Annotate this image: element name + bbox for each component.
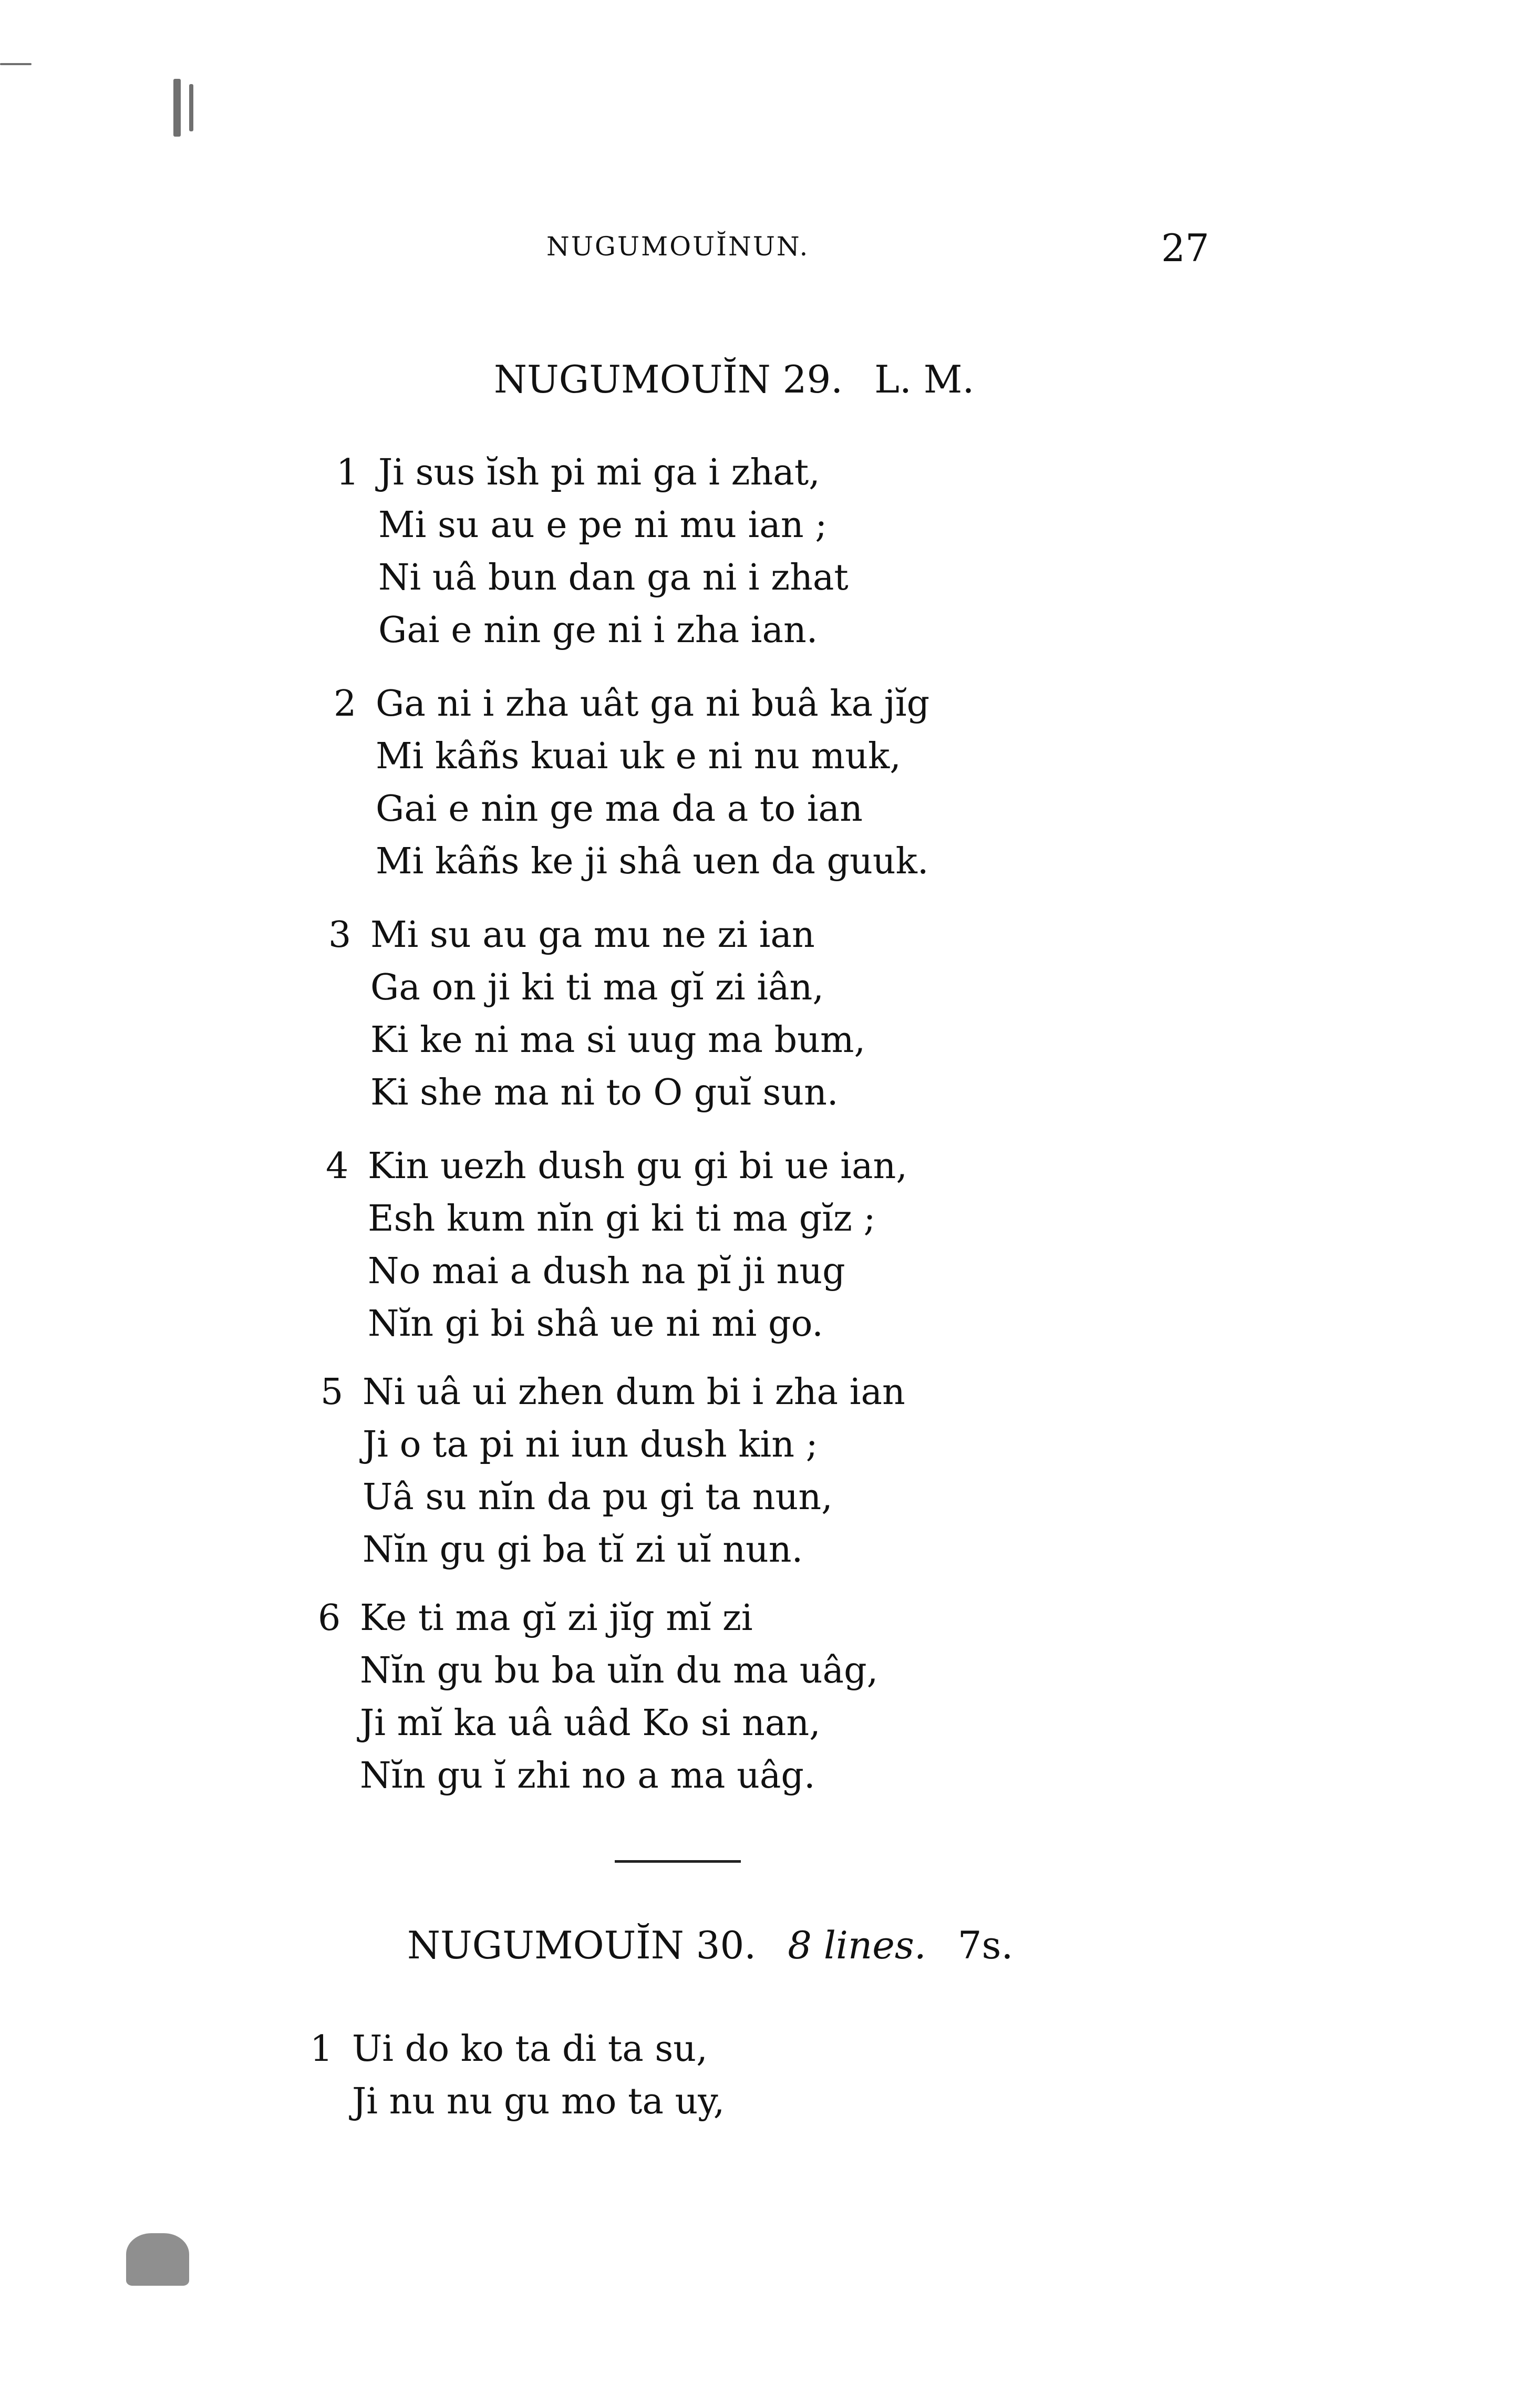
verse-line [368, 1298, 907, 1350]
hymn-29-stanza-1 [336, 447, 849, 657]
scan-mark [189, 84, 193, 131]
verse-line [376, 730, 929, 783]
verse-text: Ga ni i zha uât ga ni buâ ka jĭg [376, 683, 930, 725]
scan-mark [0, 63, 32, 65]
stanza-number: 1 [336, 452, 359, 493]
stanza-number: 3 [328, 914, 352, 956]
verse-text: Kin uezh dush gu gi bi ue ian, [368, 1145, 907, 1187]
verse-line [363, 1419, 905, 1471]
verse-line [370, 1014, 865, 1067]
page-number: 27 [1161, 226, 1210, 270]
verse-text: Ji nu nu gu mo ta uy, [352, 2081, 725, 2122]
verse-line [376, 835, 929, 888]
verse-line [368, 1193, 907, 1245]
hymn-29-stanza-5 [321, 1366, 905, 1576]
verse-line [378, 499, 849, 552]
hymn-29-meter: L. M. [874, 357, 975, 401]
verse-line [336, 447, 849, 499]
stanza-number: 4 [326, 1145, 349, 1187]
verse-line [370, 962, 865, 1014]
verse-text: Nĭn gu ĭ zhi no a ma uâg. [360, 1755, 815, 1797]
verse-text: Ji sus ĭsh pi mi ga i zhat, [378, 452, 820, 493]
scan-mark [126, 2233, 189, 2286]
hymn-29-stanza-4 [326, 1140, 907, 1350]
stanza-number: 2 [334, 683, 357, 725]
verse-text: Nĭn gu bu ba uĭn du ma uâg, [360, 1650, 878, 1691]
stanza-number: 6 [318, 1597, 341, 1639]
verse-text: Mi kâñs ke ji shâ uen da guuk. [376, 841, 929, 882]
stanza-number: 1 [310, 2028, 333, 2070]
verse-text: Ji mĭ ka uâ uâd Ko si nan, [360, 1702, 821, 1744]
verse-text: Ni uâ ui zhen dum bi i zha ian [363, 1371, 905, 1413]
verse-line [370, 1067, 865, 1119]
verse-line [326, 1140, 907, 1193]
verse-text: Gai e nin ge ni i zha ian. [378, 610, 818, 651]
verse-line [368, 1245, 907, 1298]
verse-text: Ji o ta pi ni iun dush kin ; [363, 1424, 818, 1466]
hymn-30-stanza-1 [310, 2023, 725, 2128]
verse-text: Uâ su nĭn da pu gi ta nun, [363, 1477, 833, 1518]
running-head: NUGUMOUĬNUN. [546, 231, 810, 262]
verse-line [360, 1697, 878, 1750]
verse-line [360, 1645, 878, 1697]
scan-mark [173, 79, 181, 137]
verse-line [321, 1366, 905, 1419]
verse-line [334, 678, 930, 730]
hymn-29-stanza-3 [328, 909, 866, 1119]
hymn-30-heading [407, 1923, 1013, 1967]
hymn-30-lines-label: 8 lines. [788, 1923, 926, 1967]
verse-line [318, 1592, 878, 1645]
verse-line [363, 1524, 905, 1576]
verse-text: No mai a dush na pĭ ji nug [368, 1251, 845, 1292]
verse-text: Ke ti ma gĭ zi jĭg mĭ zi [360, 1597, 753, 1639]
verse-text: Mi su au ga mu ne zi ian [370, 914, 815, 956]
verse-line [363, 1471, 905, 1524]
verse-line [360, 1750, 878, 1802]
verse-text: Ga on ji ki ti ma gĭ zi iân, [370, 967, 824, 1008]
hymn-29-stanza-6 [318, 1592, 878, 1802]
verse-line [310, 2023, 725, 2076]
verse-text: Ni uâ bun dan ga ni i zhat [378, 557, 849, 598]
verse-text: Nĭn gi bi shâ ue ni mi go. [368, 1303, 823, 1345]
verse-line [378, 604, 849, 657]
hymn-29-stanza-2 [334, 678, 930, 888]
hymn-30-title: NUGUMOUĬN 30. [407, 1923, 757, 1967]
verse-line [328, 909, 865, 962]
verse-text: Ki ke ni ma si uug ma bum, [370, 1019, 866, 1061]
hymn-29-heading [494, 357, 974, 401]
verse-text: Esh kum nĭn gi ki ti ma gĭz ; [368, 1198, 876, 1240]
hymn-29-title: NUGUMOUĬN 29. [494, 357, 843, 401]
verse-line [378, 552, 849, 604]
verse-line [352, 2076, 725, 2128]
hymn-30-meter: 7s. [957, 1923, 1014, 1967]
verse-line [376, 783, 929, 835]
verse-text: Nĭn gu gi ba tĭ zi uĭ nun. [363, 1529, 803, 1571]
verse-text: Gai e nin ge ma da a to ian [376, 788, 863, 830]
verse-text: Ki she ma ni to O guĭ sun. [370, 1072, 839, 1113]
verse-text: Ui do ko ta di ta su, [352, 2028, 708, 2070]
section-divider [615, 1860, 741, 1863]
verse-text: Mi su au e pe ni mu ian ; [378, 504, 828, 546]
verse-text: Mi kâñs kuai uk e ni nu muk, [376, 736, 901, 777]
stanza-number: 5 [321, 1371, 344, 1413]
